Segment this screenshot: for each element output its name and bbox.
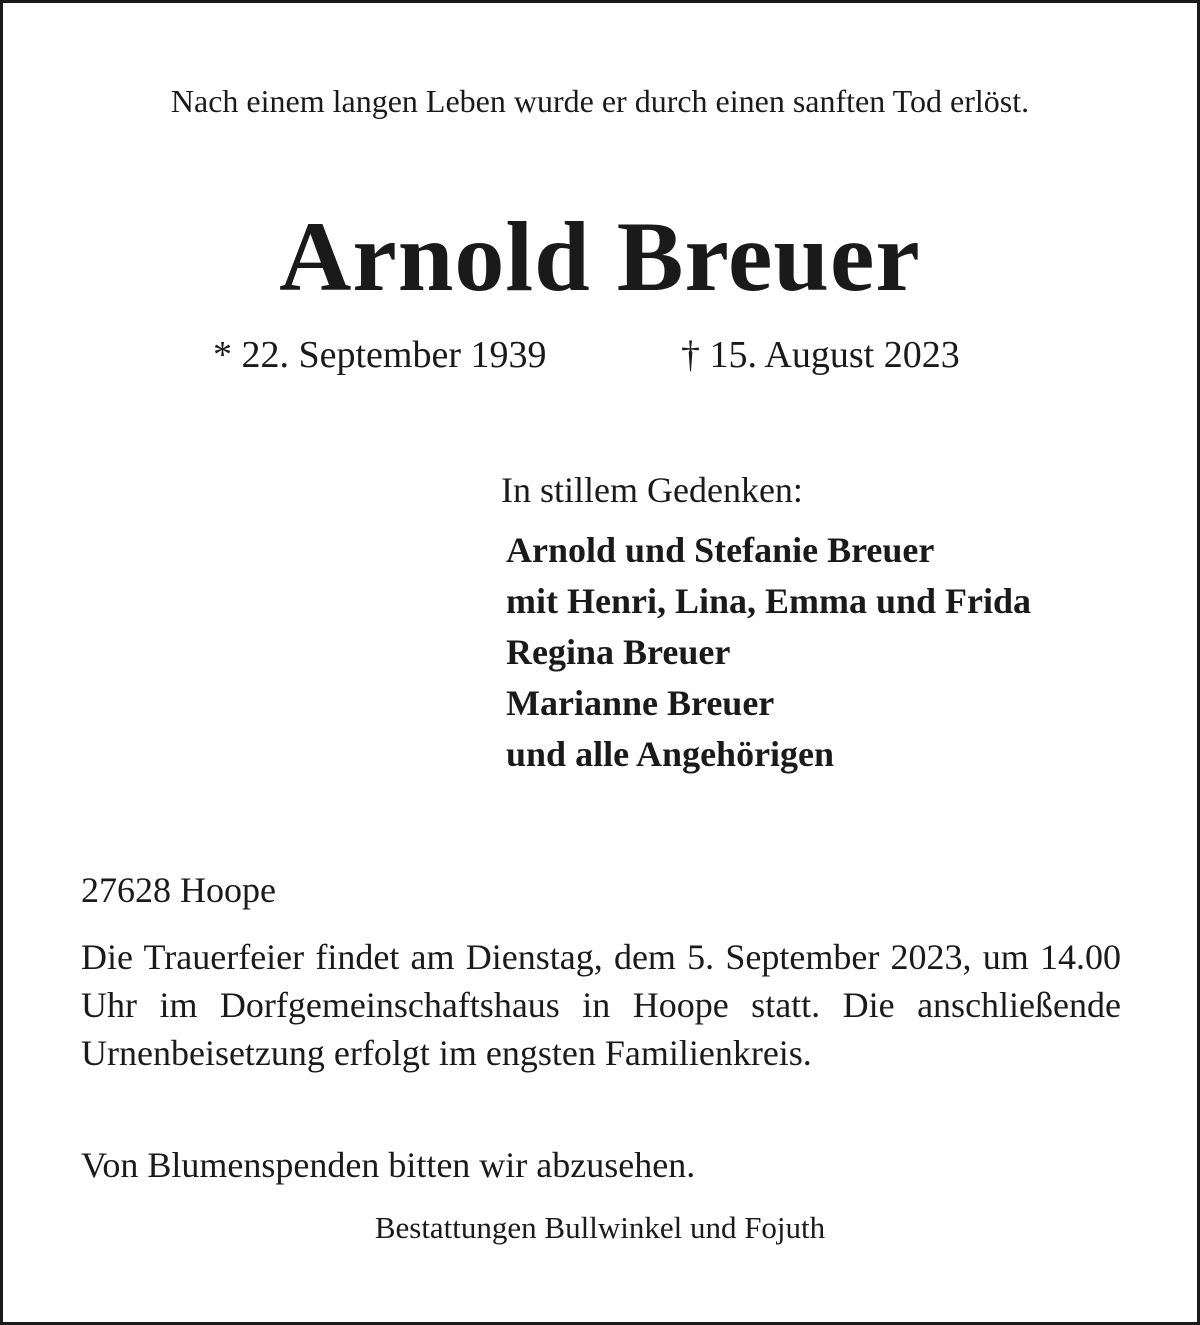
mourner-item: Arnold und Stefanie Breuer: [506, 530, 935, 570]
mourners-list: [506, 525, 1031, 780]
deceased-name: Arnold Breuer: [279, 201, 921, 312]
mourner-item: mit Henri, Lina, Emma und Frida: [506, 581, 1032, 621]
mourner-item: Regina Breuer: [506, 632, 731, 672]
mourner-item: Marianne Breuer: [506, 683, 775, 723]
undertaker-name: Bestattungen Bullwinkel und Fojuth: [374, 1210, 826, 1245]
memory-label: In stillem Gedenken:: [501, 470, 803, 510]
birth-date: * 22. September 1939: [213, 334, 547, 376]
intro-text: Nach einem langen Leben wurde er durch einen sanften Tod erlöst.: [170, 83, 1030, 119]
flowers-note: Von Blumenspenden bitten wir abzusehen.: [81, 1145, 696, 1185]
ceremony-text: Die Trauerfeier findet am Dienstag, dem 5. September 2023, um 14.00 Uhr im Dorfgemeinschaftshaus in Hoope statt. Die anschließende Urnenbeisetzung erfolgt im engsten Familienkreis.: [81, 937, 1121, 1073]
mourner-item: und alle Angehörigen: [506, 734, 835, 774]
death-date: † 15. August 2023: [681, 334, 960, 376]
location-text: 27628 Hoope: [81, 870, 276, 910]
